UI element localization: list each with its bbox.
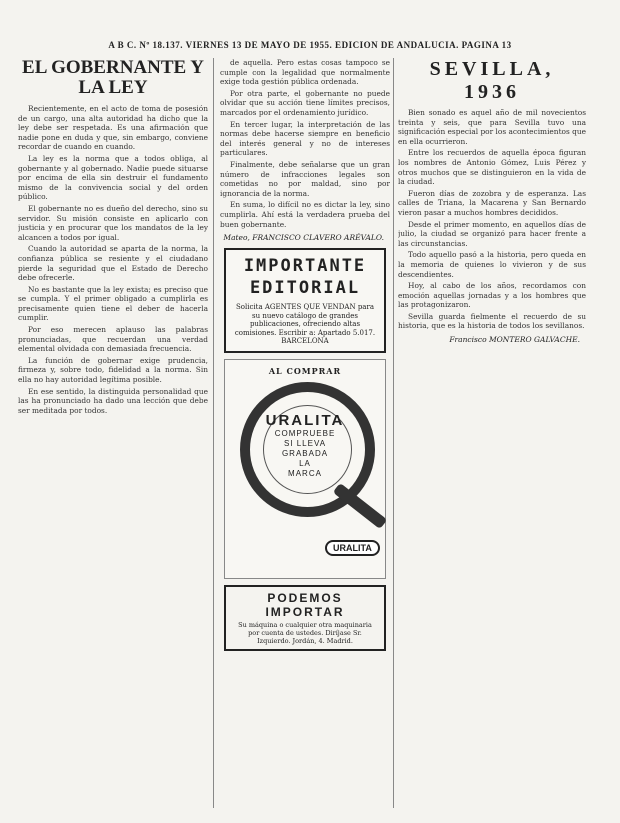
page-header: A B C. Nº 18.137. VIERNES 13 DE MAYO DE 1955. EDICION DE ANDALUCIA. PAGINA 13 xyxy=(108,40,512,50)
uralita-line: GRABADA xyxy=(281,448,329,458)
uralita-brand: URALITA xyxy=(265,411,345,429)
mid-paragraph: Por otra parte, el gobernante no puede olvidar que su acción tiene límites precisos, marcados por el ordenamiento jurídico. xyxy=(220,88,390,117)
mid-paragraph: de aquella. Pero estas cosas tampoco se cumple con la legalidad que normalmente exige toda gestión pública ordenada. xyxy=(220,58,390,87)
editorial-ad xyxy=(224,248,386,353)
uralita-line: MARCA xyxy=(288,468,322,478)
mid-paragraph: Finalmente, debe señalarse que un gran número de infracciones legales son cometidas no por maldad, sino por ignorancia de la norma. xyxy=(220,159,390,198)
importar-ad-title: PODEMOS IMPORTAR xyxy=(265,590,345,619)
right-paragraph: Hoy, al cabo de los años, recordamos con emoción aquellas jornadas y a los hombres que las protagonizaron. xyxy=(398,281,586,310)
left-paragraph: El gobernante no es dueño del derecho, sino su servidor. Su misión consiste en aplicarlo con justicia y en procurar que los mandatos de la ley alcancen a todos por igual. xyxy=(18,203,208,242)
editorial-ad-title: IMPORTANTE EDITORIAL xyxy=(243,256,367,299)
column-rule-2 xyxy=(393,58,394,808)
right-article-title: SEVILLA, 1936 xyxy=(429,58,555,103)
left-paragraph: La función de gobernar exige prudencia, firmeza y, sobre todo, fidelidad a la norma. Sin ella no hay autoridad legítima posible. xyxy=(18,355,208,385)
left-column xyxy=(18,58,208,818)
left-paragraph: Cuando la autoridad se aparta de la norma, la confianza pública se resiente y el ciudadano pierde la seguridad que el Estado de Derecho debe ofrecerle. xyxy=(18,244,208,283)
uralita-ad-text xyxy=(225,412,385,479)
middle-column xyxy=(220,58,390,818)
right-paragraph: Bien sonado es aquel año de mil novecientos treinta y seis, que para Sevilla tuvo una significación especial por los acontecimientos que en ella ocurrieron. xyxy=(398,108,586,146)
mid-paragraph: En tercer lugar, la interpretación de las normas debe hacerse siempre en beneficio del interés general y no de intereses particulares. xyxy=(220,119,390,158)
left-paragraph: Recientemente, en el acto de toma de posesión de un cargo, una alta autoridad ha dicho que la ley debe ser respetada. Es una afirmación que nadie pone en duda y que, sin embargo, conviene recordar de cuando en cuando. xyxy=(18,104,208,152)
uralita-line: SI LLEVA xyxy=(283,438,327,448)
uralita-logo: URALITA xyxy=(325,540,380,556)
importar-ad-body: Su máquina o cualquier otra maquinaria por cuenta de ustedes. Diríjase Sr. Izquierdo. Jordán, 4. Madrid. xyxy=(238,620,372,645)
left-paragraph: Por eso merecen aplauso las palabras pronunciadas, que recuerdan una verdad elemental olvidada con demasiada frecuencia. xyxy=(18,325,208,354)
right-paragraph: Fueron días de zozobra y de esperanza. Las calles de Triana, la Macarena y San Bernardo vieron pasar a muchos hombres decididos. xyxy=(398,188,586,217)
uralita-ad-top: AL COMPRAR xyxy=(268,365,342,376)
uralita-line: LA xyxy=(299,458,311,468)
right-paragraph: Desde el primer momento, en aquellos días de julio, la ciudad se organizó para hacer frente a las circunstancias. xyxy=(398,219,586,248)
left-paragraph: En ese sentido, la distinguida personalidad que las ha pronunciado ha dado una lección que debe ser meditada por todos. xyxy=(18,386,208,415)
column-rule-1 xyxy=(213,58,214,808)
left-paragraph: La ley es la norma que a todos obliga, al gobernante y al gobernado. Nadie puede situarse por encima de ella sin destruir el fundamento mismo de la convivencia social y del orden público. xyxy=(18,153,208,202)
left-paragraph: No es bastante que la ley exista; es preciso que se cumpla. Y el primer obligado a cumplirla es precisamente quien tiene el deber de hacerla cumplir. xyxy=(18,284,208,323)
right-signature: Francisco MONTERO GALVACHE. xyxy=(449,335,580,345)
right-paragraph: Sevilla guarda fielmente el recuerdo de su historia, que es la historia de todos los sevillanos. xyxy=(398,311,586,331)
importar-ad xyxy=(224,585,386,651)
editorial-ad-body: Solicita AGENTES QUE VENDAN para su nuevo catálogo de grandes publicaciones, ofreciendo altas comisiones. Escribir a: Apartado 5.017. BARCELONA xyxy=(234,303,376,346)
mid-signature: Mateo, FRANCISCO CLAVERO ARÉVALO. xyxy=(223,233,384,243)
right-paragraph: Todo aquello pasó a la historia, pero queda en la memoria de quienes lo vivieron y de sus descendientes. xyxy=(398,250,586,279)
right-paragraph: Entre los recuerdos de aquella época figuran los nombres de Antonio Gómez, Luis Pérez y otros muchos que se distinguieron en la vida de la ciudad. xyxy=(398,148,586,187)
uralita-ad xyxy=(224,359,386,579)
left-article-title: EL GOBERNANTE Y LA LEY xyxy=(22,58,204,98)
uralita-line: COMPRUEBE xyxy=(274,428,336,438)
right-column xyxy=(398,58,586,818)
mid-paragraph: En suma, lo difícil no es dictar la ley, sino cumplirla. Ahí está la verdadera prueba del buen gobernante. xyxy=(220,200,390,229)
